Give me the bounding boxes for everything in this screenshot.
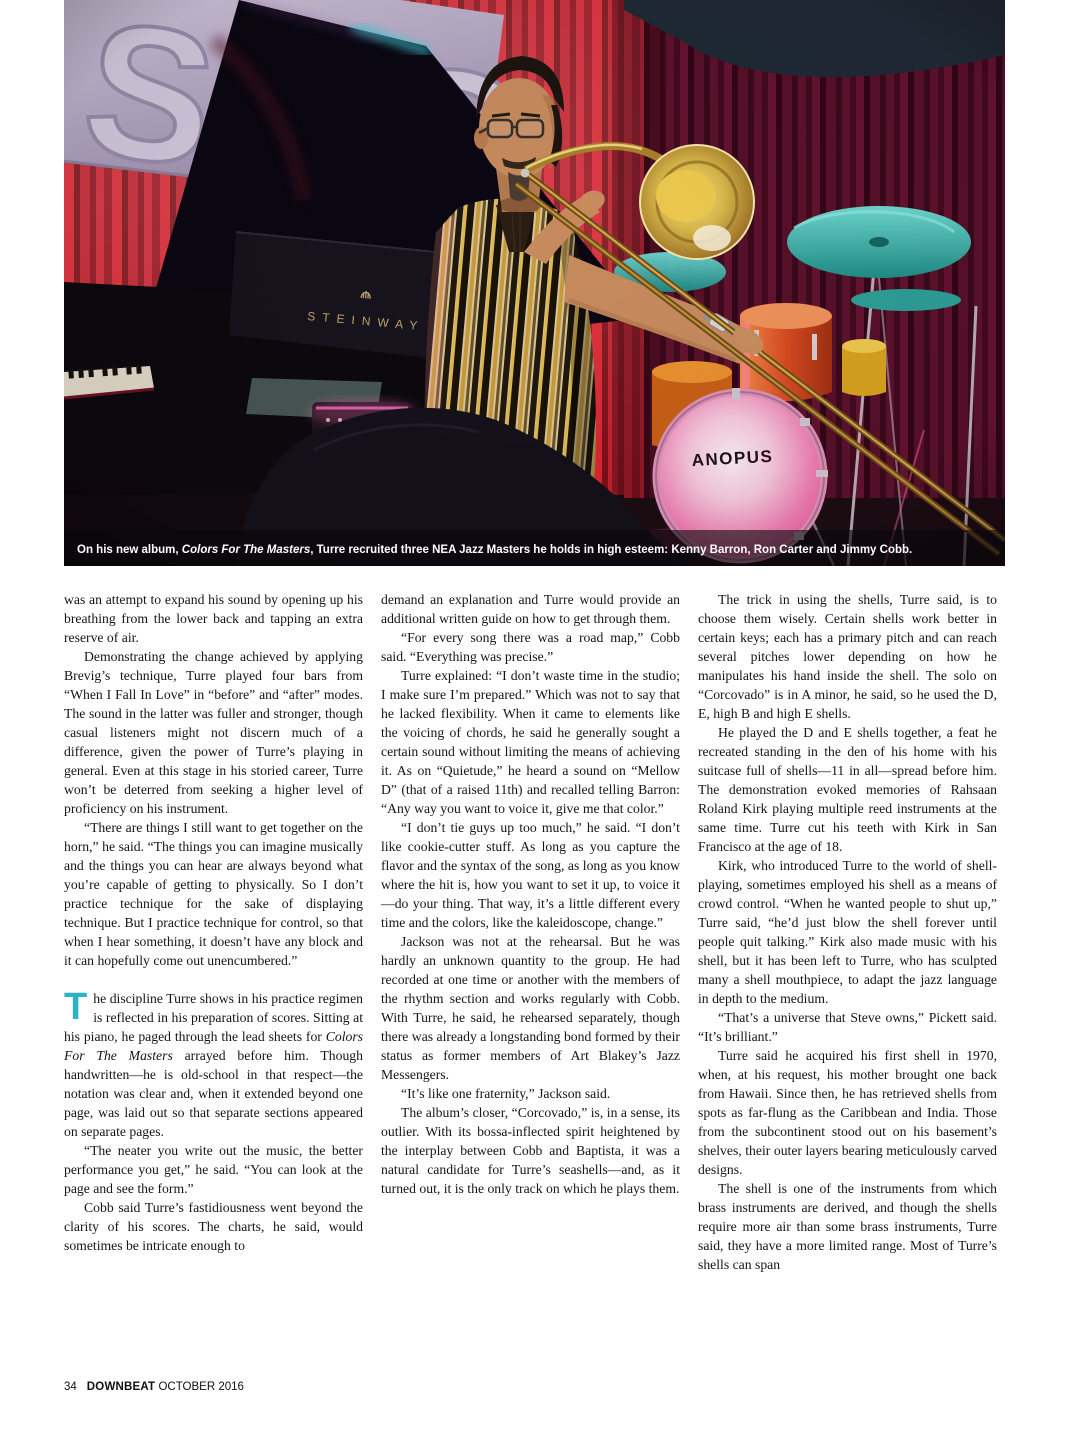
paragraph: The trick in using the shells, Turre said, is to choose them wisely. Certain shells work better in certain keys; each has a primary pitch and can reach several pitches lower depending on how he manipulates his hand inside the shell. The solo on “Corcovado” is in A minor, he said, so he used the D, E, high B and high E shells. [698, 592, 997, 721]
paragraph: was an attempt to expand his sound by opening up his breathing from the lower back and tapping an extra reserve of air. [64, 592, 363, 645]
caption-post: , Turre recruited three NEA Jazz Masters he holds in high esteem: Kenny Barron, Ron Carter and Jimmy Cobb. [310, 544, 913, 556]
paragraph: Turre explained: “I don’t waste time in the studio; I make sure I’m prepared.” Which was not to say that he lacked flexibility. When it came to elements like the voicing of chords, he said he generally sought a certain sound without limiting the means of achieving it. As on “Quietude,” he heard a sound on “Mellow D” (that of a raised 11th) and recalled telling Barron: “Any way you want to voice it, give me that color.” [381, 668, 680, 816]
article-column-3 [698, 590, 997, 1274]
stage-photo [64, 0, 1005, 566]
article-column-1 [64, 590, 363, 1255]
paragraph: “It’s like one fraternity,” Jackson said. [401, 1086, 611, 1101]
text-run: arrayed before him. Though handwritten—he is old-school in that respect—the notation was clear and, when it extended beyond one page, was laid out so that separate sections appeared on separate pages. [64, 1048, 363, 1139]
article-column-2 [381, 590, 680, 1198]
magazine-name: DOWNBEAT [86, 1381, 156, 1393]
text-run: he discipline Turre shows in his practice regimen is reflected in his preparation of scores. Sitting at his piano, he paged through the lead sheets for [64, 991, 363, 1044]
paragraph: “I don’t tie guys up too much,” he said. “I don’t like cookie-cutter stuff. As long as you capture the flavor and the syntax of the song, as long as you know where the hit is, how you want to set it up, to voice it—do your thing. That way, it’s a little different every time and the colors, like the kaleidoscope, change.” [381, 820, 680, 930]
page-footer [64, 1381, 244, 1393]
paragraph: “For every song there was a road map,” Cobb said. “Everything was precise.” [381, 630, 680, 664]
paragraph: Jackson was not at the rehearsal. But he was hardly an unknown quantity to the group. He had recorded at one time or another with the members of the rhythm section and works regularly with Cobb. With Turre, he said, he rehearsed separately, though there was already a longstanding bond formed by their status as former members of Art Blakey’s Jazz Messengers. [381, 934, 680, 1082]
photo-caption-text [77, 544, 912, 556]
paragraph: Cobb said Turre’s fastidiousness went beyond the clarity of his scores. The charts, he said, would sometimes be intricate enough to [64, 1200, 363, 1253]
caption-album-title: Colors For The Masters [181, 544, 311, 556]
paragraph: He played the D and E shells together, a feat he recreated standing in the den of his home with his suitcase full of shells—11 in all—spread before him. The demonstration evoked memories of Rahsaan Roland Kirk playing multiple reed instruments at the same time. Turre cut his teeth with Kirk in San Francisco at the age of 18. [698, 725, 997, 854]
drop-cap: T [64, 986, 88, 1028]
paragraph: demand an explanation and Turre would provide an additional written guide on how to get through them. [381, 592, 680, 626]
paragraph: Kirk, who introduced Turre to the world of shell-playing, sometimes employed his shell as a means of crowd control. “When he wanted people to shut up,” Turre said, “he’d just blow the shell forever until people quit talking.” Kirk also made music with his shell, but it has been left to Turre, who has sculpted many a shell mouthpiece, to adapt the jazz language in depth to the medium. [698, 858, 997, 1006]
paragraph-dropcap [64, 986, 363, 1141]
paragraph: “The neater you write out the music, the better performance you get,” he said. “You can look at the page and see the form.” [64, 1143, 363, 1196]
caption-pre: On his new album, [77, 544, 182, 556]
page-number: 34 [64, 1381, 77, 1393]
paragraph: “There are things I still want to get together on the horn,” he said. “The things you can imagine musically and the things you can hear are always beyond what you’re capable of getting to physically. So I don’t practice technique for the sake of displaying technique. But I practice technique for control, so that when I hear something, it doesn’t have any block and it can hopefully come out unencumbered.” [64, 820, 363, 968]
album-title: Colors For The Masters [64, 1029, 363, 1063]
paragraph: Turre said he acquired his first shell in 1970, when, at his request, his mother brought one back from Hawaii. Since then, he has retrieved shells from spots as far-flung as the Caribbean and India. Those from the subcontinent stood out on his basement’s shelves, their outer layers bearing meticulously carved designs. [698, 1048, 997, 1177]
paragraph: Demonstrating the change achieved by applying Brevig’s technique, Turre played four bars from “When I Fall In Love” in “before” and “after” modes. The sound in the latter was fuller and stronger, though casual listeners might not discern much of a difference, given the power of Turre’s playing in general. Even at this stage in his storied career, Turre won’t be deterred from seeking a higher level of proficiency on his instrument. [64, 649, 363, 816]
issue-date: OCTOBER 2016 [158, 1381, 244, 1393]
vignette [64, 0, 1005, 566]
paragraph: The album’s closer, “Corcovado,” is, in a sense, its outlier. With its bossa-inflected spirit heightened by the interplay between Cobb and Baptista, it was a natural candidate for Turre’s seashells—and, as it turned out, it is the only track on which he plays them. [381, 1105, 680, 1196]
paragraph: The shell is one of the instruments from which brass instruments are derived, and though the shells require more air than some brass instruments, Turre said, they have a more limited range. Most of Turre’s shells can span [698, 1181, 997, 1272]
photo-caption [64, 530, 1005, 566]
paragraph: “That’s a universe that Steve owns,” Pickett said. “It’s brilliant.” [698, 1010, 997, 1044]
